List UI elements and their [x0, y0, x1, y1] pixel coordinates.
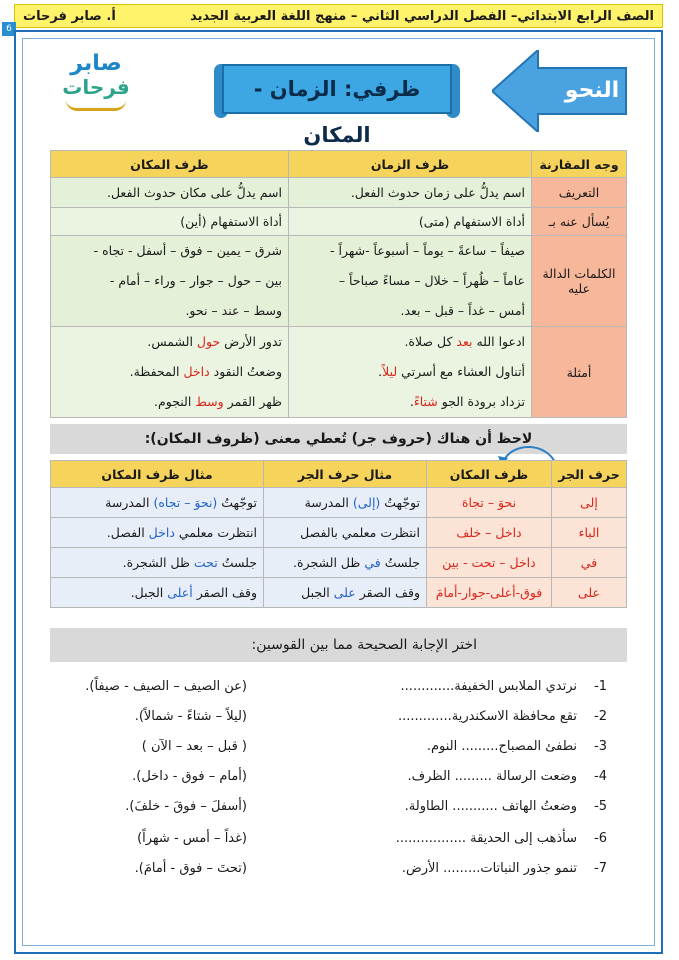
- row-label: يُسأل عنه بـ: [532, 208, 627, 236]
- example-keyword: بعد: [456, 334, 473, 349]
- header-teacher: أ. صابر فرحات: [23, 8, 116, 24]
- prep-example-cell: [264, 548, 427, 578]
- question-options: (ليلاً – شتاءً - شمالاً).: [134, 709, 247, 724]
- book-icon: [66, 100, 126, 111]
- row-label: أمثلة: [532, 327, 627, 418]
- question-text: تقع محافظة الاسكندرية.............: [398, 709, 577, 724]
- example-text: المحفظة.: [129, 364, 184, 379]
- example-text: الجبل.: [130, 585, 168, 600]
- adverb-cell: داخل – خلف: [427, 518, 552, 548]
- table-row: [51, 178, 627, 208]
- example-text: توجّهتُ: [380, 495, 420, 510]
- question-number: 6-: [594, 831, 607, 846]
- table-header-row: [51, 461, 627, 488]
- place-cell: أداة الاستفهام (أين): [51, 208, 289, 236]
- question-text: نرتدي الملابس الخفيفة.............: [400, 679, 577, 694]
- question-text: وضعت الرسالة ......... الظرف.: [407, 769, 577, 784]
- example-text: وقف الصقر: [355, 585, 420, 600]
- time-cell: اسم يدلُّ على زمان حدوث الفعل.: [289, 178, 532, 208]
- example-text: جلستُ: [217, 555, 257, 570]
- example-text: تزداد برودة الجو: [437, 394, 525, 409]
- example-text: ظل الشجرة.: [122, 555, 194, 570]
- exercise-title: اختر الإجابة الصحيحة مما بين القوسين:: [50, 628, 627, 662]
- example-keyword: ليلاً: [382, 364, 398, 379]
- example-text: وضعتُ النقود: [209, 364, 282, 379]
- question-options: (أمام – فوق - داخل).: [132, 769, 247, 784]
- example-text: تدور الأرض: [220, 334, 282, 349]
- header-cell: مثال حرف الجر: [264, 461, 427, 488]
- example-text: كل صلاة.: [404, 334, 457, 349]
- adverb-example-cell: [51, 578, 264, 608]
- adverb-cell: نحوَ – تجاهَ: [427, 488, 552, 518]
- example-keyword: (إلى): [352, 495, 381, 510]
- question-options: (أسفلَ – فوقَ - خلفَ).: [125, 799, 247, 814]
- question-text: وضعتُ الهاتف ........... الطاولة.: [404, 799, 577, 814]
- page-number: 6: [2, 22, 16, 36]
- logo-line-2: فرحات: [62, 75, 130, 99]
- example-keyword: في: [364, 555, 381, 570]
- section-label: النحو: [564, 78, 620, 103]
- prep-cell: على: [552, 578, 627, 608]
- notice-banner: لاحظ أن هناك (حروف جر) تُعطي معنى (ظروف المكان):: [50, 424, 627, 454]
- question-item: [50, 831, 627, 857]
- adverb-example-cell: [51, 518, 264, 548]
- example-keyword: حول: [196, 334, 221, 349]
- header-cell: مثال ظرف المكان: [51, 461, 264, 488]
- question-item: [50, 861, 627, 887]
- example-line: [295, 327, 525, 357]
- example-keyword: شتاءً: [413, 394, 438, 409]
- question-number: 7-: [594, 861, 607, 876]
- prep-example-cell: [264, 488, 427, 518]
- title-scroll: [214, 60, 460, 147]
- time-cell: [289, 236, 532, 327]
- comparison-table: [50, 150, 627, 418]
- question-number: 3-: [594, 739, 607, 754]
- example-text: المدرسة: [304, 495, 353, 510]
- question-text: نطفئ المصباح......... النوم.: [426, 739, 577, 754]
- place-cell: [51, 327, 289, 418]
- prep-cell: الباء: [552, 518, 627, 548]
- example-text: الجبل: [301, 585, 334, 600]
- example-keyword: بالفصل: [300, 525, 338, 540]
- example-text: ظل الشجرة.: [293, 555, 365, 570]
- table-header-row: [51, 151, 627, 178]
- logo-line-1: صابر: [70, 51, 122, 76]
- question-item: [50, 709, 627, 735]
- question-number: 4-: [594, 769, 607, 784]
- question-options: (غداً – أمس - شهراً): [137, 831, 247, 846]
- example-text: المدرسة: [105, 495, 154, 510]
- example-text: جلستُ: [380, 555, 420, 570]
- table-row: [51, 208, 627, 236]
- adverb-cell: فوق-أعلى-جوار-أمامَ: [427, 578, 552, 608]
- example-line: [57, 357, 282, 387]
- page-title: ظرفي: الزمان - المكان: [222, 64, 452, 114]
- place-cell: [51, 236, 289, 327]
- table-row: [51, 488, 627, 518]
- example-text: .: [409, 394, 414, 409]
- table-row: [51, 578, 627, 608]
- header-cell: ظرف المكان: [51, 151, 289, 178]
- question-options: (تحتَ – فوق - أمامَ).: [134, 861, 247, 876]
- text-line: شرق – يمين – فوق – أسفل - تجاه -: [93, 243, 282, 258]
- question-text: تنمو جذور النباتات......... الأرض.: [401, 861, 577, 876]
- time-cell: [289, 327, 532, 418]
- question-item: [50, 799, 627, 825]
- example-keyword: أعلى: [167, 585, 193, 600]
- example-text: ادعوا الله: [472, 334, 525, 349]
- example-text: انتظرت معلمي: [337, 525, 420, 540]
- header-cell: ظرف الزمان: [289, 151, 532, 178]
- example-text: الفصل.: [106, 525, 149, 540]
- question-number: 5-: [594, 799, 607, 814]
- prepositions-table: [50, 460, 627, 608]
- example-line: [295, 387, 525, 417]
- question-options: ( قبل – بعد – الآن ): [141, 739, 247, 754]
- prep-example-cell: [264, 518, 427, 548]
- text-line: صيفاً – ساعةً – يوماً – أسبوعاً -شهراً -: [329, 243, 525, 258]
- header-cell: حرف الجر: [552, 461, 627, 488]
- example-line: [57, 387, 282, 417]
- example-keyword: تحت: [193, 555, 218, 570]
- question-item: [50, 739, 627, 765]
- adverb-example-cell: [51, 548, 264, 578]
- question-number: 2-: [594, 709, 607, 724]
- example-keyword: (نحوَ – تجاه): [153, 495, 218, 510]
- example-text: انتظرت معلمي: [174, 525, 257, 540]
- table-row: [51, 236, 627, 327]
- example-text: الشمس.: [147, 334, 197, 349]
- text-line: وسط – عند – نحو.: [185, 303, 282, 318]
- question-item: [50, 769, 627, 795]
- adverb-cell: داخل – تحت - بين: [427, 548, 552, 578]
- prep-cell: إلى: [552, 488, 627, 518]
- header-cell: وجه المقارنة: [532, 151, 627, 178]
- example-keyword: وسط: [195, 394, 224, 409]
- question-item: [50, 679, 627, 705]
- example-line: [295, 357, 525, 387]
- adverb-example-cell: [51, 488, 264, 518]
- question-options: (عن الصيف – الصيف - صيفاً).: [85, 679, 247, 694]
- example-keyword: داخل: [148, 525, 175, 540]
- prep-cell: في: [552, 548, 627, 578]
- example-text: .: [378, 364, 383, 379]
- row-label: التعريف: [532, 178, 627, 208]
- example-line: [57, 327, 282, 357]
- example-keyword: على: [333, 585, 356, 600]
- row-label: الكلمات الدالة عليه: [532, 236, 627, 327]
- example-keyword: داخل: [183, 364, 210, 379]
- question-number: 1-: [594, 679, 607, 694]
- text-line: أمس – غداً – قبل – بعد.: [400, 303, 525, 318]
- table-row: [51, 518, 627, 548]
- table-row: [51, 327, 627, 418]
- example-text: النجوم.: [154, 394, 196, 409]
- place-cell: اسم يدلُّ على مكان حدوث الفعل.: [51, 178, 289, 208]
- example-text: توجّهتُ: [217, 495, 257, 510]
- text-line: عاماً – ظُهراً – خلال – مساءً صباحاً –: [338, 273, 525, 288]
- table-row: [51, 548, 627, 578]
- prep-example-cell: [264, 578, 427, 608]
- time-cell: أداة الاستفهام (متى): [289, 208, 532, 236]
- example-text: وقف الصقر: [192, 585, 257, 600]
- example-text: ظهر القمر: [223, 394, 282, 409]
- question-text: سأذهب إلى الحديقة .................: [395, 831, 577, 846]
- logo: [52, 52, 140, 124]
- header-course: الصف الرابع الابتدائي– الفصل الدراسي الثاني – منهج اللغة العربية الجديد: [190, 8, 654, 24]
- header-bar: [14, 4, 663, 28]
- text-line: بين – حول – جوار – وراء – أمام -: [109, 273, 282, 288]
- example-text: أتناول العشاء مع أسرتي: [397, 364, 525, 379]
- header-cell: ظرف المكان: [427, 461, 552, 488]
